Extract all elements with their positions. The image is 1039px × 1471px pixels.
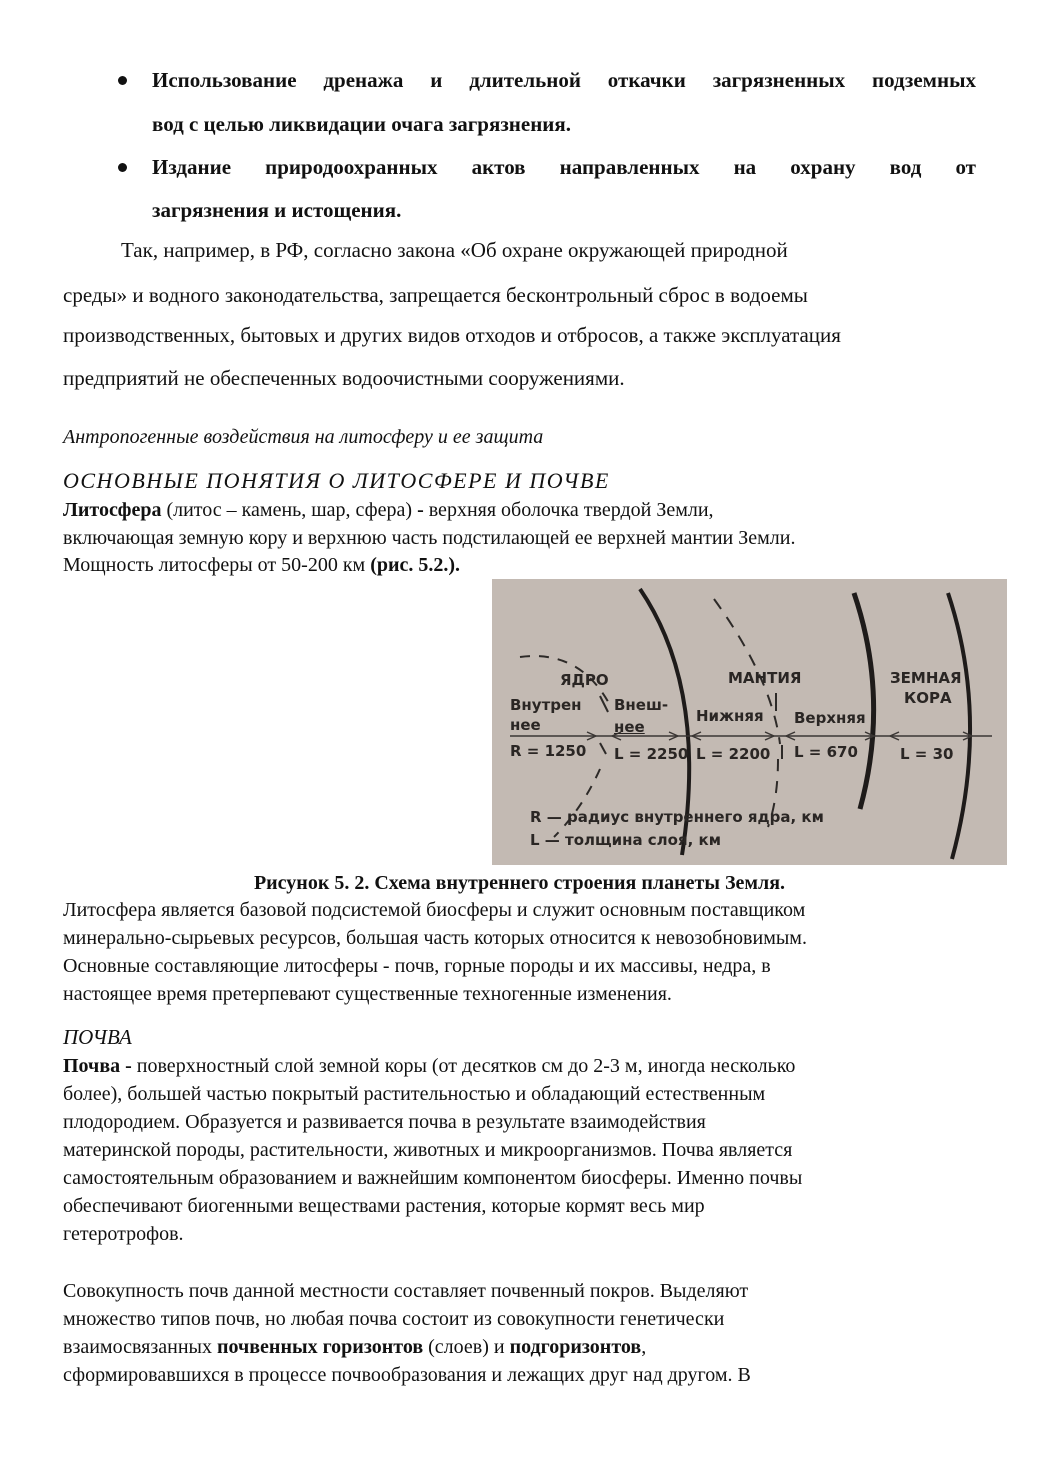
crust-surface	[948, 593, 970, 859]
para3-line-3	[63, 1334, 646, 1361]
core-label: ЯДРО	[560, 671, 609, 689]
lower-mantle-label: Нижняя	[696, 707, 764, 725]
soil-def-line-2: более), большей частью покрытый растительностью и обладающий естественным	[63, 1083, 766, 1105]
soil-term: Почва -	[63, 1055, 132, 1077]
figure-caption: Рисунок 5. 2. Схема внутреннего строения планеты Земля.	[253, 872, 786, 894]
para2-line-3: Основные составляющие литосферы - почв, горные породы и их массивы, недра, в	[63, 955, 771, 977]
para1-line-1: Так, например, в РФ, согласно закона «Об охране окружающей природной	[121, 238, 788, 262]
term-soil-horizons: почвенных горизонтов	[216, 1336, 424, 1358]
upper-mantle-thickness: L = 670	[794, 743, 858, 761]
soil-def-line-1	[63, 1053, 795, 1080]
litho-def-line-1	[63, 497, 714, 524]
mantle-label: МАНТИЯ	[728, 669, 802, 687]
legend-radius: R — радиус внутреннего ядра, км	[530, 808, 824, 826]
upper-mantle-label: Верхняя	[794, 709, 866, 727]
inner-core-label-2: нее	[510, 716, 541, 734]
inner-core-radius: R = 1250	[510, 742, 587, 760]
soil-def-line-4: материнской породы, растительности, животных и микроорганизмов. Почва является	[63, 1139, 793, 1161]
soil-def-line-3: плодородием. Образуется и развивается почва в результате взаимодействия	[63, 1111, 706, 1133]
para3-line-2: множество типов почв, но любая почва состоит из совокупности генетически	[63, 1308, 725, 1330]
core-divider-mark	[600, 743, 606, 754]
inner-core-label-1: Внутрен	[510, 696, 582, 714]
mantle-crust-boundary	[854, 593, 874, 809]
soil-section-title: ПОЧВА	[63, 1025, 132, 1049]
subsection-title: ОСНОВНЫЕ ПОНЯТИЯ О ЛИТОСФЕРЕ И ПОЧВЕ	[63, 468, 610, 493]
litho-def-line-3	[63, 552, 460, 579]
litho-def-text-end: верхняя оболочка твердой Земли,	[423, 499, 714, 521]
legend-thickness: L — толщина слоя, км	[530, 831, 721, 849]
crust-thickness: L = 30	[900, 745, 954, 763]
inner-core-boundary-bottom	[554, 769, 600, 837]
soil-def-line-6: обеспечивают биогенными веществами растения, которые кормят весь мир	[63, 1195, 705, 1217]
para2-line-2: минерально-сырьевых ресурсов, большая часть которых относится к невозобновимым.	[63, 927, 807, 949]
para1-line-4: предприятий не обеспеченных водоочистными сооружениями.	[63, 366, 625, 390]
para2-line-4: настоящее время претерпевают существенные техногенные изменения.	[63, 983, 672, 1005]
crust-label-2: КОРА	[904, 689, 952, 707]
outer-core-label-2: нее	[614, 718, 645, 736]
bullet-1-line-2: вод с целью ликвидации очага загрязнения.	[152, 112, 572, 136]
para3-line-4: сформировавшихся в процессе почвообразования и лежащих друг над другом. В	[63, 1364, 751, 1386]
soil-def-line-5: самостоятельным образованием и важнейшим компонентом биосферы. Именно почвы	[63, 1167, 803, 1189]
para1-line-2: среды» и водного законодательства, запрещается бесконтрольный сброс в водоемы	[63, 283, 808, 307]
bullet-marker	[118, 163, 127, 172]
soil-def-line-7: гетеротрофов.	[63, 1223, 184, 1245]
figure-reference: (рис. 5.2.).	[370, 554, 461, 576]
litho-def-text: (литос – камень, шар, сфера)	[161, 499, 418, 521]
section-title: Антропогенные воздействия на литосферу и ее защита	[63, 426, 544, 448]
litho-thickness-text: Мощность литосферы от 50-200 км	[63, 554, 371, 576]
soil-def-text: поверхностный слой земной коры (от десятков см до 2-3 м, иногда несколько	[131, 1055, 796, 1077]
bullet-1-line-1: Использование дренажа и длительной откачки загрязненных подземных	[152, 68, 976, 92]
para3-text: взаимосвязанных	[63, 1336, 217, 1358]
litho-def-line-2: включающая земную кору и верхнюю часть подстилающей ее верхней мантии Земли.	[63, 527, 796, 549]
para1-line-3: производственных, бытовых и других видов отходов и отбросов, а также эксплуатация	[63, 323, 841, 347]
litho-term: Литосфера	[63, 499, 162, 521]
para2-line-1: Литосфера является базовой подсистемой биосферы и служит основным поставщиком	[63, 899, 806, 921]
bullet-marker	[118, 76, 127, 85]
lower-mantle-thickness: L = 2200	[696, 745, 771, 763]
outer-core-thickness: L = 2250	[614, 745, 689, 763]
outer-core-label-1: Внеш-	[614, 696, 669, 714]
crust-label-1: ЗЕМНАЯ	[890, 669, 962, 687]
term-subhorizons: подгоризонтов	[509, 1336, 642, 1358]
para3-text: (слоев) и	[423, 1336, 510, 1358]
bullet-2-line-1: Издание природоохранных актов направленных на охрану вод от	[152, 155, 976, 179]
bullet-2-line-2: загрязнения и истощения.	[152, 198, 402, 222]
litho-dash: -	[417, 499, 424, 521]
earth-structure-figure	[492, 579, 1007, 865]
para3-line-1: Совокупность почв данной местности составляет почвенный покров. Выделяют	[63, 1280, 749, 1302]
para3-comma: ,	[641, 1336, 647, 1358]
